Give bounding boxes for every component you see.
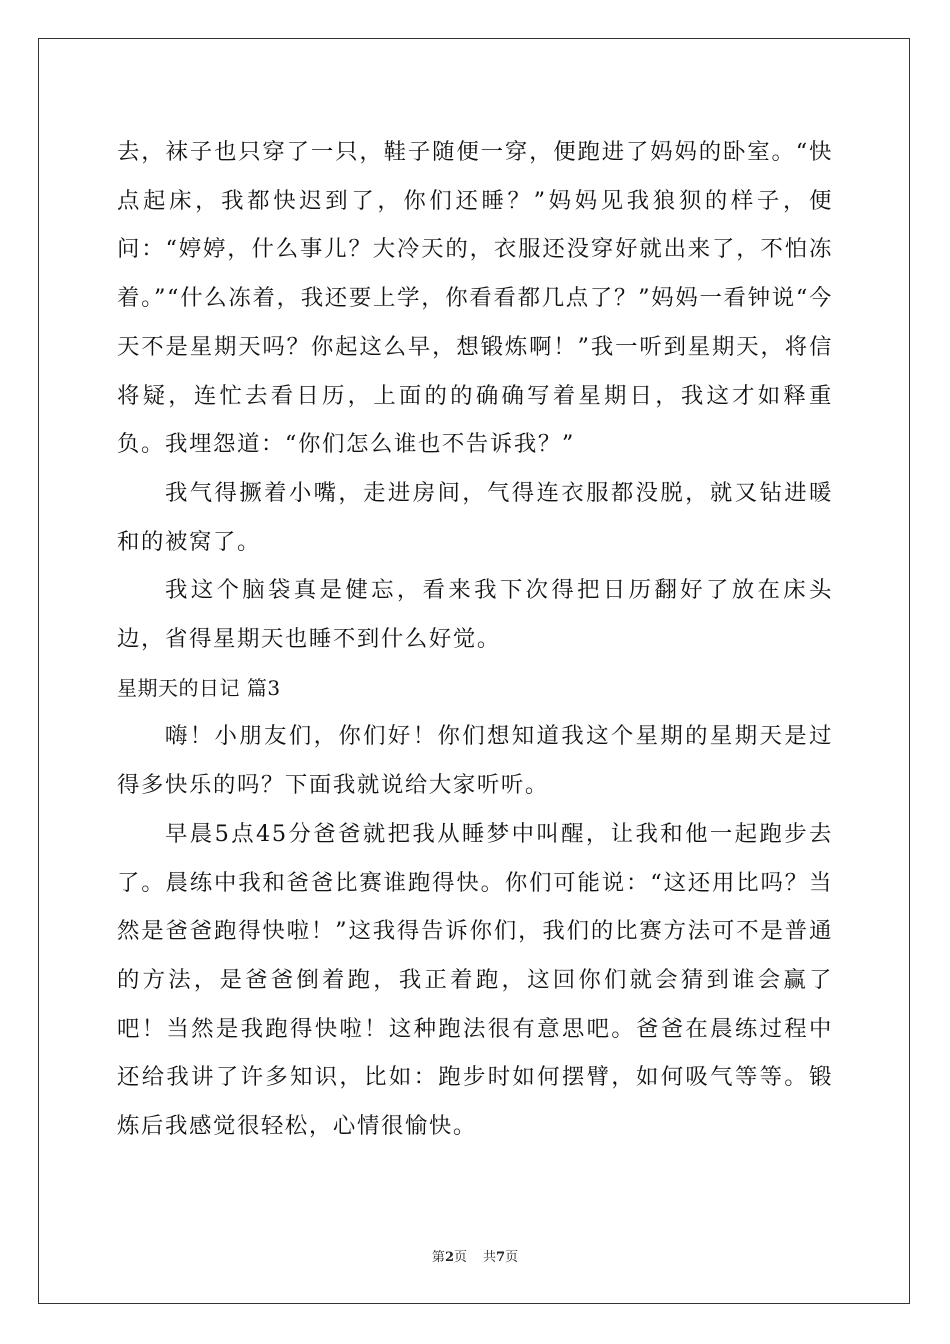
- paragraph: 嗨！小朋友们，你们好！你们想知道我这个星期的星期天是过得多快乐的吗？下面我就说给大家听听。: [117, 723, 833, 799]
- paragraph: 我这个脑袋真是健忘，看来我下次得把日历翻好了放在床头边，省得星期天也睡不到什么好觉。: [117, 577, 833, 653]
- page-footer: [0, 1246, 950, 1265]
- page-number-suffix: 页: [453, 1250, 467, 1265]
- page-total-prefix: 共: [483, 1250, 497, 1265]
- page-total: 7: [496, 1250, 506, 1265]
- document-body: [117, 128, 833, 1151]
- paragraph-continuation: 去，袜子也只穿了一只，鞋子随便一穿，便跑进了妈妈的卧室。“快点起床，我都快迟到了，你们还睡？”妈妈见我狼狈的样子，便问：“婷婷，什么事儿？大冷天的，衣服还没穿好就出来了，不怕冻着。”“什么冻着，我还要上学，你看看都几点了？”妈妈一看钟说“今天不是星期天吗？你起这么早，想锻炼啊！”我一听到星期天，将信将疑，连忙去看日历，上面的的确确写着星期日，我这才如释重负。我埋怨道：“你们怎么谁也不告诉我？”: [117, 139, 833, 458]
- page-number-prefix: 第: [431, 1250, 445, 1265]
- page-total-suffix: 页: [505, 1250, 519, 1265]
- paragraph: 早晨5点45分爸爸就把我从睡梦中叫醒，让我和他一起跑步去了。晨练中我和爸爸比赛谁跑得快。你们可能说：“这还用比吗？当然是爸爸跑得快啦！”这我得告诉你们，我们的比赛方法可不是普通的方法，是爸爸倒着跑，我正着跑，这回你们就会猜到谁会赢了吧！当然是我跑得快啦！这种跑法很有意思吧。爸爸在晨练过程中还给我讲了许多知识，比如：跑步时如何摆臂，如何吸气等等。锻炼后我感觉很轻松，心情很愉快。: [117, 820, 833, 1140]
- paragraph: 我气得撅着小嘴，走进房间，气得连衣服都没脱，就又钻进暖和的被窝了。: [117, 479, 833, 555]
- page-number-current: 2: [444, 1250, 454, 1265]
- section-heading: 星期天的日记 篇3: [117, 675, 281, 700]
